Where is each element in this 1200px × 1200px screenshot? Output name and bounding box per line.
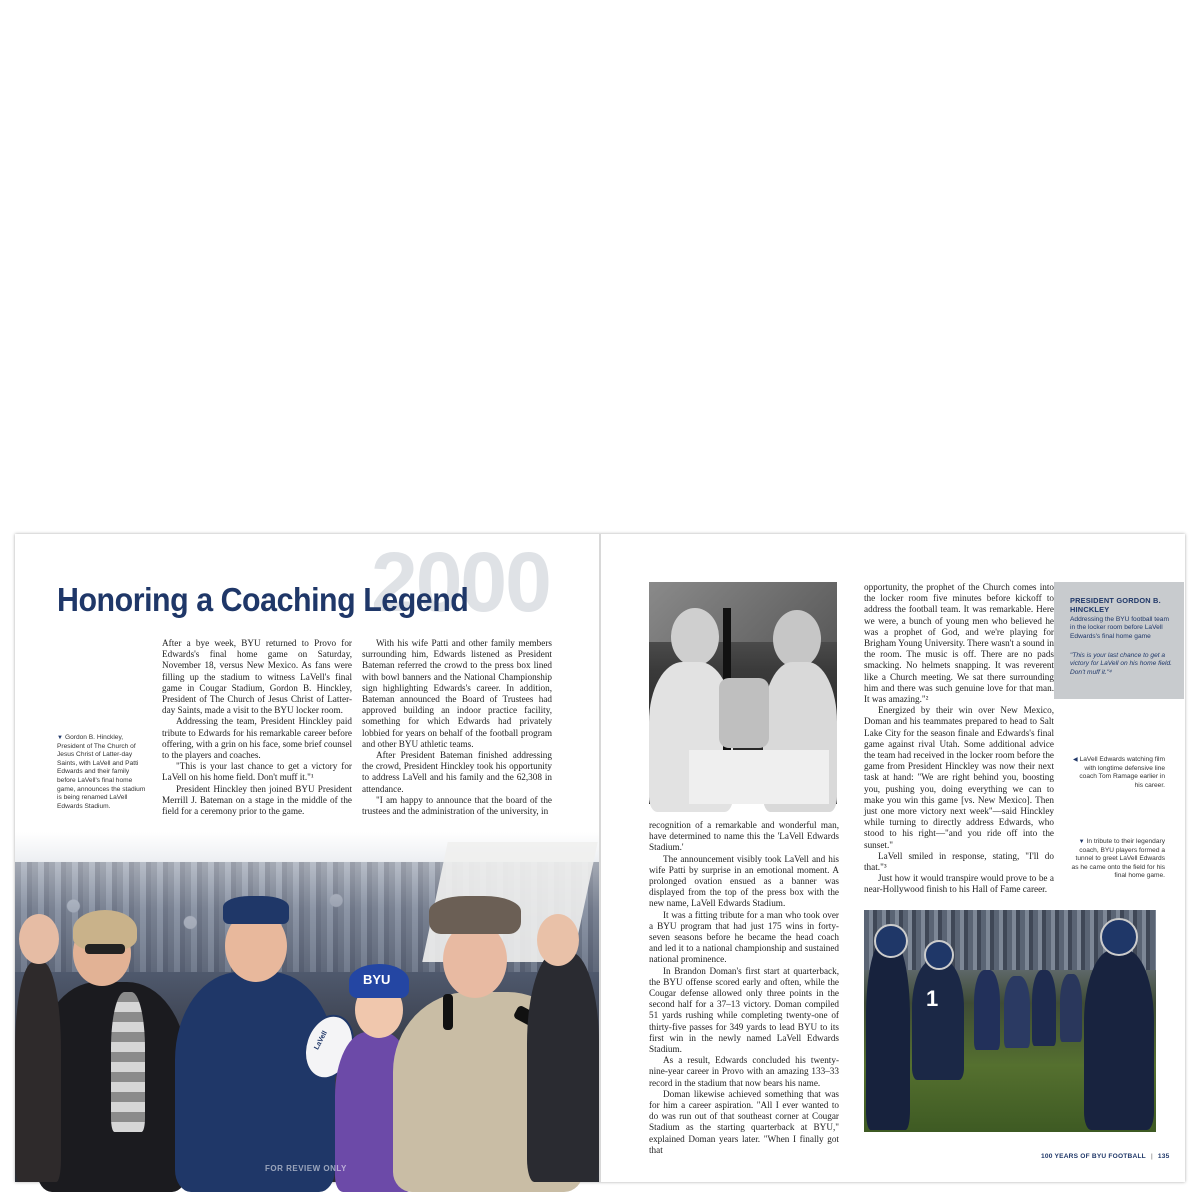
paragraph: In Brandon Doman's first start at quarterback, the BYU offense scored early and often, while the Cougar defense allowed only three points in the second half for a 37–13 victory. Doman compiled 51 yards rushing while completing twenty-one of thirty-five passes for 349 yards to lead BYU to its first win in the newly named LaVell Edwards Stadium. (649, 965, 839, 1055)
coach-head-left (671, 608, 719, 666)
sidebar-title: PRESIDENT GORDON B. HINCKLEY (1070, 596, 1161, 615)
paragraph: Energized by their win over New Mexico, Doman and his teammates prepared to head to Salt Lake City for the season finale and Edwards's final game against rival Utah. Some additional advice the team had received in the locker room before the game from President Hinckley was now their next task at hand: "We are right behind you, boosting you, pushing you, doing everything we can to make you win this game [vs. New Mexico]. Then just one more victory next week"—said Hinckley while turning to directly address Edwards, who stood to his right—"and you ride off into the sunset." (864, 705, 1054, 850)
young-man-head (537, 914, 579, 966)
film-projector (719, 678, 769, 748)
player-helmet (1100, 918, 1138, 956)
sunglasses (85, 944, 125, 954)
photo-caption-film (1071, 756, 1165, 790)
coach-head-right (773, 610, 821, 668)
year-watermark: 2000 (371, 535, 550, 629)
caption-text: Gordon B. Hinckley, President of The Church of Jesus Christ of Latter-day Saints, with LaVell and Patti Edwards and their family before LaVell's final home game, announces the stadium is being renamed LaVell Edwards Stadium. (57, 734, 146, 810)
paragraph: As a result, Edwards concluded his twenty-nine-year career in Provo with an amazing 133–33 record in the stadium that now bears his name. (649, 1055, 839, 1088)
paragraph: With his wife Patti and other family members surrounding him, Edwards listened as President Bateman referred the crowd to the press box lined with bowl banners and the National Championship sign highlighting Edwards's career. In addition, Bateman announced the Board of Trustees had approved building an indoor practice facility, something for which Edwards had privately lobbied for years on behalf of the football program and other BYU athletic teams. (362, 638, 552, 749)
caption-text: LaVell Edwards watching film with longtime defensive line coach Tom Ramage earlier in his career. (1079, 756, 1165, 789)
left-page (15, 534, 599, 1182)
player-figure (1060, 974, 1082, 1042)
beanie-label: BYU (363, 972, 391, 987)
fedora-hat (429, 896, 521, 934)
player-number-one (912, 960, 964, 1080)
text-column-1 (162, 638, 352, 824)
lavell-edwards-figure (175, 972, 335, 1192)
paragraph: opportunity, the prophet of the Church comes into the locker room five minutes before kickoff to address the football team. It was remarkable. Here we were, a bunch of young men who believed he was a prophet of God, and we're playing for Brigham Young University. There wasn't a sound in the room. The music is off. There are no pads smacking. No helmets snapping. It was reverent like a Church meeting. We sat there surrounding him and there was such genuine love for that man. It was amazing."² (864, 582, 1054, 705)
paragraph: The announcement visibly took LaVell and his wife Patti by surprise in an emotional moment. A prolonged ovation ensued as a banner was displayed from the top of the press box with the new name, LaVell Edwards Stadium. (649, 853, 839, 909)
paragraph: LaVell smiled in response, stating, "I'll do that."³ (864, 850, 1054, 873)
player-figure (866, 940, 910, 1130)
player-figure (1004, 976, 1030, 1048)
book-spread (15, 534, 1185, 1182)
paragraph: After President Bateman finished addressing the crowd, President Hinckley took his opportunity to address LaVell and his family and the 62,308 in attendance. (362, 750, 552, 794)
page-footer (1041, 1153, 1170, 1160)
photo-caption-tunnel (1071, 838, 1165, 881)
jersey-number: 1 (926, 986, 939, 1011)
caption-text: In tribute to their legendary coach, BYU players formed a tunnel to greet LaVell Edwards as he came onto the field for his final home game. (1071, 838, 1165, 880)
girl-figure (15, 962, 61, 1182)
player-tunnel-photo (864, 910, 1156, 1132)
microphone (443, 994, 453, 1030)
paragraph: It was a fitting tribute for a man who took over a BYU program that had just 175 wins in forty-seven seasons before he became the head coach and led it to a national championship and sustained national prominence. (649, 909, 839, 965)
hinckley-ceremony-photo (15, 832, 599, 1182)
byu-cap (223, 896, 289, 924)
paragraph: "This is your last chance to get a victory for LaVell on his home field. Don't muff it."¹ (162, 761, 352, 783)
film-study-photo (649, 582, 837, 804)
text-column-2 (362, 638, 552, 828)
page-title: Honoring a Coaching Legend (57, 581, 469, 618)
player-helmet (924, 940, 954, 970)
triangle-down-icon: ▼ (1078, 839, 1085, 845)
folio-label: 100 YEARS OF BYU FOOTBALL (1041, 1153, 1146, 1160)
young-man-figure (527, 952, 599, 1182)
paragraph: Just how it would transpire would prove to be a near-Hollywood finish to his Hall of Fame career. (864, 873, 1054, 895)
quote-sidebar (1054, 582, 1184, 699)
paragraph: recognition of a remarkable and wonderful man, have determined to name this the 'LaVell Edwards Stadium.' (649, 820, 839, 853)
sidebar-text: Addressing the BYU football team in the locker room before LaVell Edwards's final home game (1070, 616, 1169, 640)
triangle-down-icon: ▼ (57, 735, 63, 741)
film-canister-box (689, 750, 829, 804)
striped-scarf (111, 992, 145, 1132)
paragraph: After a bye week, BYU returned to Provo for Edwards's final home game on Saturday, November 18, versus New Mexico. As fans were filling up the stadium to witness LaVell's final game in Cougar Stadium, Gordon B. Hinckley, President of The Church of Jesus Christ of Latter-day Saints, made a visit to the BYU locker room. (162, 638, 352, 716)
photo-caption-hinckley (57, 734, 149, 811)
player-helmet (874, 924, 908, 958)
player-figure (1032, 970, 1056, 1046)
girl-head (19, 914, 59, 964)
player-figure (974, 970, 1000, 1050)
paragraph: Doman likewise achieved something that was for him a career aspiration. "All I ever wanted to do was run out of that southeast corner at Cougar Stadium as the starting quarterback at BYU," explained Doman years later. "When I finally got that (649, 1088, 839, 1155)
paragraph: "I am happy to announce that the board of the trustees and the administration of the university, in (362, 794, 552, 817)
paragraph: President Hinckley then joined BYU President Merrill J. Bateman on a stage in the middle of the field for a ceremony prior to the game. (162, 783, 352, 817)
triangle-left-icon: ◀ (1072, 757, 1078, 763)
text-column-4 (864, 582, 1054, 895)
folio-divider: | (1150, 1153, 1153, 1160)
football-label: LaVell (313, 1029, 329, 1052)
page-number: 135 (1157, 1153, 1170, 1160)
text-column-3 (649, 820, 839, 1155)
player-figure (1084, 950, 1154, 1130)
sidebar-quote: "This is your last chance to get a victory for LaVell on his home field. Don't muff it."⁴ (1070, 652, 1173, 676)
right-page (601, 534, 1185, 1182)
paragraph: Addressing the team, President Hinckley paid tribute to Edwards for his remarkable career before offering, with a grin on his face, some brief counsel to the players and coaches. (162, 716, 352, 761)
review-watermark: FOR REVIEW ONLY (265, 1164, 347, 1173)
